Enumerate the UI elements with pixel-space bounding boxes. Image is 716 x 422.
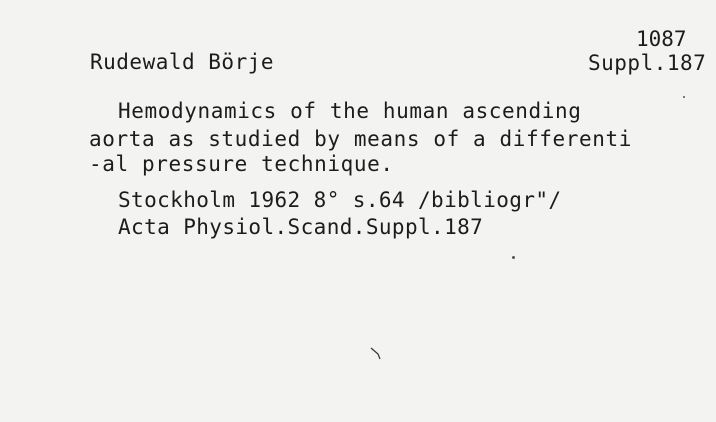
author-name: Rudewald Börje [90,50,275,74]
title-line-1: Hemodynamics of the human ascending [118,99,582,123]
ink-speck [683,96,685,98]
series-line: Acta Physiol.Scand.Suppl.187 [118,215,484,239]
series-reference: Suppl.187 [588,51,707,75]
catalog-number: 1087 [636,27,687,51]
title-line-2: aorta as studied by means of a differenti [89,127,632,151]
title-line-3: -al pressure technique. [89,152,394,176]
ink-speck [512,256,515,259]
imprint-line: Stockholm 1962 8° s.64 /bibliogr"/ [118,188,562,212]
pencil-mark [370,346,384,360]
